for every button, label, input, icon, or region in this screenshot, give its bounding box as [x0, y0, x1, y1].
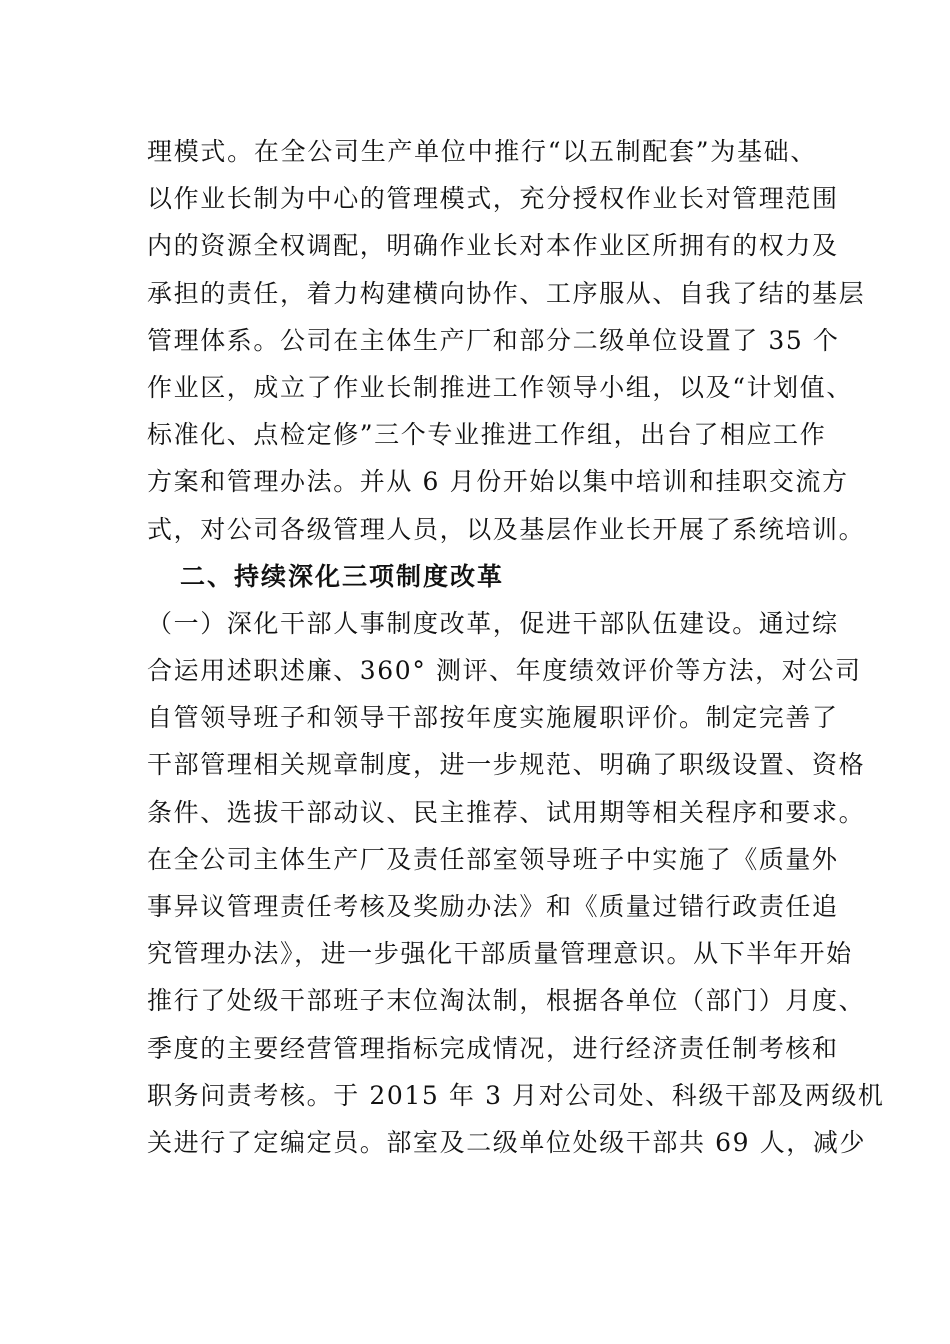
text-line: 理模式。在全公司生产单位中推行“以五制配套”为基础、 — [147, 137, 817, 166]
text-line: 式，对公司各级管理人员，以及基层作业长开展了系统培训。 — [147, 514, 866, 544]
text-line: 合运用述职述廉、360° 测评、年度绩效评价等方法，对公司 — [147, 656, 862, 686]
text-line: 究管理办法》，进一步强化干部质量管理意识。从下半年开始 — [147, 939, 853, 969]
text-line: 推行了处级干部班子末位淘汰制，根据各单位（部门）月度、 — [147, 986, 866, 1016]
text-line: 标准化、点检定修”三个专业推进工作组，出台了相应工作 — [147, 420, 827, 450]
text-line: 季度的主要经营管理指标完成情况，进行经济责任制考核和 — [147, 1033, 839, 1063]
text-line: 作业区，成立了作业长制推进工作领导小组，以及“计划值、 — [147, 372, 853, 402]
text-line: 关进行了定编定员。部室及二级单位处级干部共 69 人，减少 — [147, 1127, 867, 1157]
text-line: 干部管理相关规章制度，进一步规范、明确了职级设置、资格 — [147, 750, 866, 780]
text-line: 方案和管理办法。并从 6 月份开始以集中培训和挂职交流方 — [147, 467, 849, 497]
text-line: （一）深化干部人事制度改革，促进干部队伍建设。通过综 — [147, 608, 839, 638]
text-line: 条件、选拔干部动议、民主推荐、试用期等相关程序和要求。 — [147, 797, 866, 827]
text-line: 职务问责考核。于 2015 年 3 月对公司处、科级干部及两级机 — [147, 1080, 885, 1110]
section-heading: 二、持续深化三项制度改革 — [180, 561, 505, 591]
text-line: 以作业长制为中心的管理模式，充分授权作业长对管理范围 — [147, 184, 839, 214]
text-line: 管理体系。公司在主体生产厂和部分二级单位设置了 35 个 — [147, 325, 840, 355]
text-line: 事异议管理责任考核及奖励办法》和《质量过错行政责任追 — [147, 892, 839, 921]
document-body — [147, 128, 885, 1166]
text-line: 内的资源全权调配，明确作业长对本作业区所拥有的权力及 — [147, 231, 839, 261]
text-line: 承担的责任，着力构建横向协作、工序服从、自我了结的基层 — [147, 278, 866, 308]
text-line: 自管领导班子和领导干部按年度实施履职评价。制定完善了 — [147, 703, 839, 733]
text-line: 在全公司主体生产厂及责任部室领导班子中实施了《质量外 — [147, 844, 839, 874]
